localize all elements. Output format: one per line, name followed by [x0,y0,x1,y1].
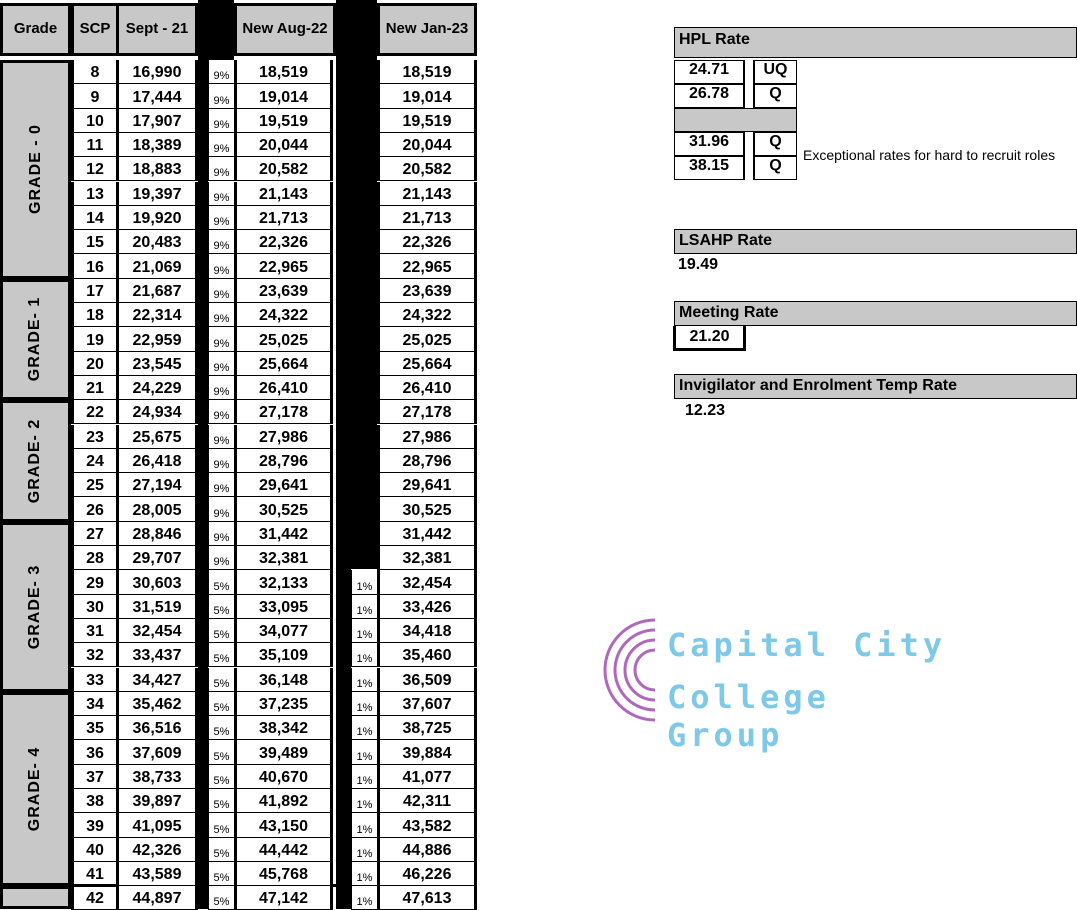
hpl-blank-row [674,108,797,132]
cell-pct1: 5% [208,716,234,740]
cell-pct1: 5% [208,570,234,594]
cell-sept21: 23,545 [116,352,198,376]
logo-mark-icon [595,610,665,730]
cell-pct1: 5% [208,813,234,837]
separator-column [342,569,351,909]
cell-sept21: 28,846 [116,522,198,546]
cell-jan23: 31,442 [377,522,477,546]
meeting-rate-value: 21.20 [673,326,746,351]
cell-sept21: 34,427 [116,668,198,692]
cell-scp: 41 [71,862,116,886]
cell-sept21: 44,897 [116,886,198,910]
cell-aug22: 33,095 [234,595,333,619]
invigilator-rate-value: 12.23 [685,402,726,419]
cell-aug22: 23,639 [234,279,333,303]
cell-pct1: 9% [208,206,234,230]
cell-scp: 23 [71,425,116,449]
lsahp-rate-value: 19.49 [678,256,719,273]
cell-scp: 20 [71,352,116,376]
cell-jan23: 36,509 [377,668,477,692]
cell-scp: 12 [71,157,116,181]
cell-scp: 13 [71,182,116,206]
cell-jan23: 43,582 [377,813,477,837]
cell-pct2: 1% [351,740,377,764]
cell-aug22: 35,109 [234,643,333,667]
cell-scp: 16 [71,254,116,278]
cell-jan23: 37,607 [377,692,477,716]
cell-jan23: 21,713 [377,206,477,230]
cell-pct1: 5% [208,643,234,667]
cell-sept21: 37,609 [116,740,198,764]
grade-label-cell [0,400,71,522]
hpl-divider [744,60,754,108]
cell-pct1: 9% [208,327,234,351]
cell-jan23: 26,410 [377,376,477,400]
cell-sept21: 22,959 [116,327,198,351]
cell-sept21: 32,454 [116,619,198,643]
cell-sept21: 19,920 [116,206,198,230]
grade-label: GRADE - 0 [26,124,44,215]
cell-scp: 24 [71,449,116,473]
cell-pct1: 5% [208,862,234,886]
cell-scp: 37 [71,765,116,789]
cell-jan23: 42,311 [377,789,477,813]
cell-pct2: 1% [351,643,377,667]
hpl-rate-header: HPL Rate [674,27,1077,58]
cell-scp: 34 [71,692,116,716]
invigilator-rate-header: Invigilator and Enrolment Temp Rate [674,374,1077,399]
cell-aug22: 21,713 [234,206,333,230]
cell-sept21: 17,907 [116,109,198,133]
cell-aug22: 19,519 [234,109,333,133]
cell-jan23: 22,326 [377,230,477,254]
cell-pct2: 1% [351,570,377,594]
cell-sept21: 38,733 [116,765,198,789]
cell-aug22: 24,322 [234,303,333,327]
cell-aug22: 38,342 [234,716,333,740]
separator-column [198,0,208,909]
grade-label-cell [0,60,71,279]
cell-sept21: 25,675 [116,425,198,449]
hpl-rate-code: Q [754,84,797,108]
cell-aug22: 34,077 [234,619,333,643]
cell-sept21: 24,229 [116,376,198,400]
cell-pct1: 9% [208,546,234,570]
cell-scp: 14 [71,206,116,230]
cell-pct1: 5% [208,692,234,716]
cell-scp: 17 [71,279,116,303]
cell-aug22: 45,768 [234,862,333,886]
cell-aug22: 36,148 [234,668,333,692]
cell-aug22: 44,442 [234,838,333,862]
cell-jan23: 47,613 [377,886,477,910]
hpl-rate-code: Q [754,132,797,156]
cell-pct2: 1% [351,813,377,837]
cell-sept21: 33,437 [116,643,198,667]
cell-sept21: 16,990 [116,60,198,84]
cell-pct1: 9% [208,254,234,278]
cell-pct1: 9% [208,425,234,449]
cell-aug22: 32,381 [234,546,333,570]
cell-scp: 31 [71,619,116,643]
cell-aug22: 47,142 [234,886,333,910]
cell-pct1: 9% [208,133,234,157]
cell-scp: 8 [71,60,116,84]
hpl-note: Exceptional rates for hard to recruit roles [803,147,1056,163]
cell-pct1: 5% [208,740,234,764]
cell-sept21: 39,897 [116,789,198,813]
meeting-rate-header: Meeting Rate [674,301,1077,326]
cell-sept21: 22,314 [116,303,198,327]
cell-scp: 22 [71,400,116,424]
cell-jan23: 46,226 [377,862,477,886]
cell-jan23: 32,381 [377,546,477,570]
cell-scp: 9 [71,84,116,108]
cell-aug22: 22,326 [234,230,333,254]
hpl-rate-code: UQ [754,60,797,84]
cell-aug22: 25,025 [234,327,333,351]
cell-pct1: 9% [208,84,234,108]
cell-sept21: 24,934 [116,400,198,424]
header-aug22: New Aug-22 [234,3,336,56]
cell-jan23: 21,143 [377,182,477,206]
grade-label: GRADE- 2 [26,418,44,504]
cell-pct1: 5% [208,595,234,619]
cell-sept21: 35,462 [116,692,198,716]
grade-label: GRADE- 3 [26,564,44,649]
logo-line-2: College Group [667,678,830,754]
cell-jan23: 38,725 [377,716,477,740]
cell-jan23: 27,178 [377,400,477,424]
cell-aug22: 20,044 [234,133,333,157]
cell-scp: 18 [71,303,116,327]
cell-aug22: 27,178 [234,400,333,424]
cell-scp: 39 [71,813,116,837]
cell-jan23: 20,582 [377,157,477,181]
separator-column [342,0,377,569]
cell-sept21: 21,687 [116,279,198,303]
cell-pct1: 9% [208,303,234,327]
cell-pct2: 1% [351,765,377,789]
cell-jan23: 41,077 [377,765,477,789]
cell-scp: 10 [71,109,116,133]
cell-aug22: 18,519 [234,60,333,84]
grade-label-cell [0,279,71,401]
hpl-rate-value: 31.96 [674,132,744,156]
cell-pct1: 5% [208,838,234,862]
cell-pct2: 1% [351,862,377,886]
cell-jan23: 22,965 [377,254,477,278]
cell-pct2: 1% [351,595,377,619]
grade-label-cell [0,522,71,692]
cell-scp: 32 [71,643,116,667]
cell-pct2: 1% [351,886,377,910]
cell-scp: 21 [71,376,116,400]
cell-sept21: 18,389 [116,133,198,157]
cell-aug22: 29,641 [234,473,333,497]
cell-aug22: 21,143 [234,182,333,206]
cell-pct1: 9% [208,279,234,303]
cell-pct1: 9% [208,473,234,497]
cell-sept21: 42,326 [116,838,198,862]
cell-scp: 30 [71,595,116,619]
cell-aug22: 19,014 [234,84,333,108]
header-scp: SCP [71,3,119,56]
cell-jan23: 33,426 [377,595,477,619]
cell-scp: 27 [71,522,116,546]
cell-pct1: 9% [208,400,234,424]
cell-jan23: 25,025 [377,327,477,351]
separator-column [208,0,234,60]
cell-scp: 42 [71,886,116,910]
cell-pct1: 9% [208,352,234,376]
cell-sept21: 29,707 [116,546,198,570]
cell-jan23: 19,519 [377,109,477,133]
cell-pct2: 1% [351,668,377,692]
grade-label: GRADE- 4 [26,746,44,832]
cell-jan23: 19,014 [377,84,477,108]
cell-jan23: 32,454 [377,570,477,594]
cell-aug22: 40,670 [234,765,333,789]
cell-jan23: 23,639 [377,279,477,303]
cell-pct1: 5% [208,789,234,813]
cell-sept21: 41,095 [116,813,198,837]
cell-aug22: 39,489 [234,740,333,764]
cell-jan23: 24,322 [377,303,477,327]
header-sept21: Sept - 21 [116,3,198,56]
cell-scp: 26 [71,497,116,521]
cell-pct2: 1% [351,838,377,862]
cell-pct1: 9% [208,60,234,84]
cell-sept21: 27,194 [116,473,198,497]
header-grade: Grade [0,3,71,56]
cell-pct1: 9% [208,376,234,400]
cell-pct1: 9% [208,109,234,133]
cell-pct1: 9% [208,449,234,473]
cell-jan23: 27,986 [377,425,477,449]
hpl-rate-value: 24.71 [674,60,744,84]
cell-scp: 36 [71,740,116,764]
cell-pct1: 5% [208,886,234,910]
college-logo [595,610,955,754]
cell-sept21: 26,418 [116,449,198,473]
cell-sept21: 19,397 [116,182,198,206]
cell-aug22: 41,892 [234,789,333,813]
cell-pct2: 1% [351,692,377,716]
cell-sept21: 21,069 [116,254,198,278]
cell-sept21: 30,603 [116,570,198,594]
cell-aug22: 30,525 [234,497,333,521]
cell-pct2: 1% [351,789,377,813]
cell-sept21: 43,589 [116,862,198,886]
cell-jan23: 29,641 [377,473,477,497]
cell-aug22: 27,986 [234,425,333,449]
cell-aug22: 28,796 [234,449,333,473]
cell-scp: 40 [71,838,116,862]
cell-scp: 11 [71,133,116,157]
cell-aug22: 20,582 [234,157,333,181]
cell-jan23: 39,884 [377,740,477,764]
cell-aug22: 31,442 [234,522,333,546]
hpl-rate-value: 38.15 [674,156,744,180]
hpl-rate-code: Q [754,156,797,180]
hpl-rate-value: 26.78 [674,84,744,108]
cell-aug22: 26,410 [234,376,333,400]
cell-sept21: 28,005 [116,497,198,521]
cell-jan23: 34,418 [377,619,477,643]
cell-jan23: 30,525 [377,497,477,521]
cell-sept21: 17,444 [116,84,198,108]
lsahp-rate-header: LSAHP Rate [674,229,1077,254]
grade-label-cell [0,886,71,909]
cell-pct2: 1% [351,716,377,740]
cell-jan23: 20,044 [377,133,477,157]
cell-sept21: 18,883 [116,157,198,181]
cell-pct1: 5% [208,619,234,643]
cell-pct1: 5% [208,668,234,692]
logo-line-1: Capital City [667,626,947,664]
cell-scp: 29 [71,570,116,594]
cell-scp: 19 [71,327,116,351]
cell-jan23: 25,664 [377,352,477,376]
grade-label-cell [0,692,71,886]
cell-pct1: 9% [208,182,234,206]
cell-scp: 38 [71,789,116,813]
cell-pct1: 9% [208,497,234,521]
cell-pct1: 9% [208,157,234,181]
cell-aug22: 37,235 [234,692,333,716]
grade-label: GRADE- 1 [26,297,44,382]
cell-jan23: 28,796 [377,449,477,473]
cell-sept21: 20,483 [116,230,198,254]
hpl-divider [744,132,754,180]
cell-pct1: 9% [208,522,234,546]
cell-jan23: 18,519 [377,60,477,84]
cell-sept21: 36,516 [116,716,198,740]
cell-scp: 25 [71,473,116,497]
cell-scp: 35 [71,716,116,740]
cell-sept21: 31,519 [116,595,198,619]
cell-aug22: 22,965 [234,254,333,278]
cell-pct1: 9% [208,230,234,254]
cell-aug22: 43,150 [234,813,333,837]
header-jan23: New Jan-23 [377,3,477,56]
cell-jan23: 44,886 [377,838,477,862]
cell-scp: 28 [71,546,116,570]
cell-pct2: 1% [351,619,377,643]
cell-jan23: 35,460 [377,643,477,667]
cell-aug22: 25,664 [234,352,333,376]
cell-scp: 15 [71,230,116,254]
cell-pct1: 5% [208,765,234,789]
cell-scp: 33 [71,668,116,692]
cell-aug22: 32,133 [234,570,333,594]
